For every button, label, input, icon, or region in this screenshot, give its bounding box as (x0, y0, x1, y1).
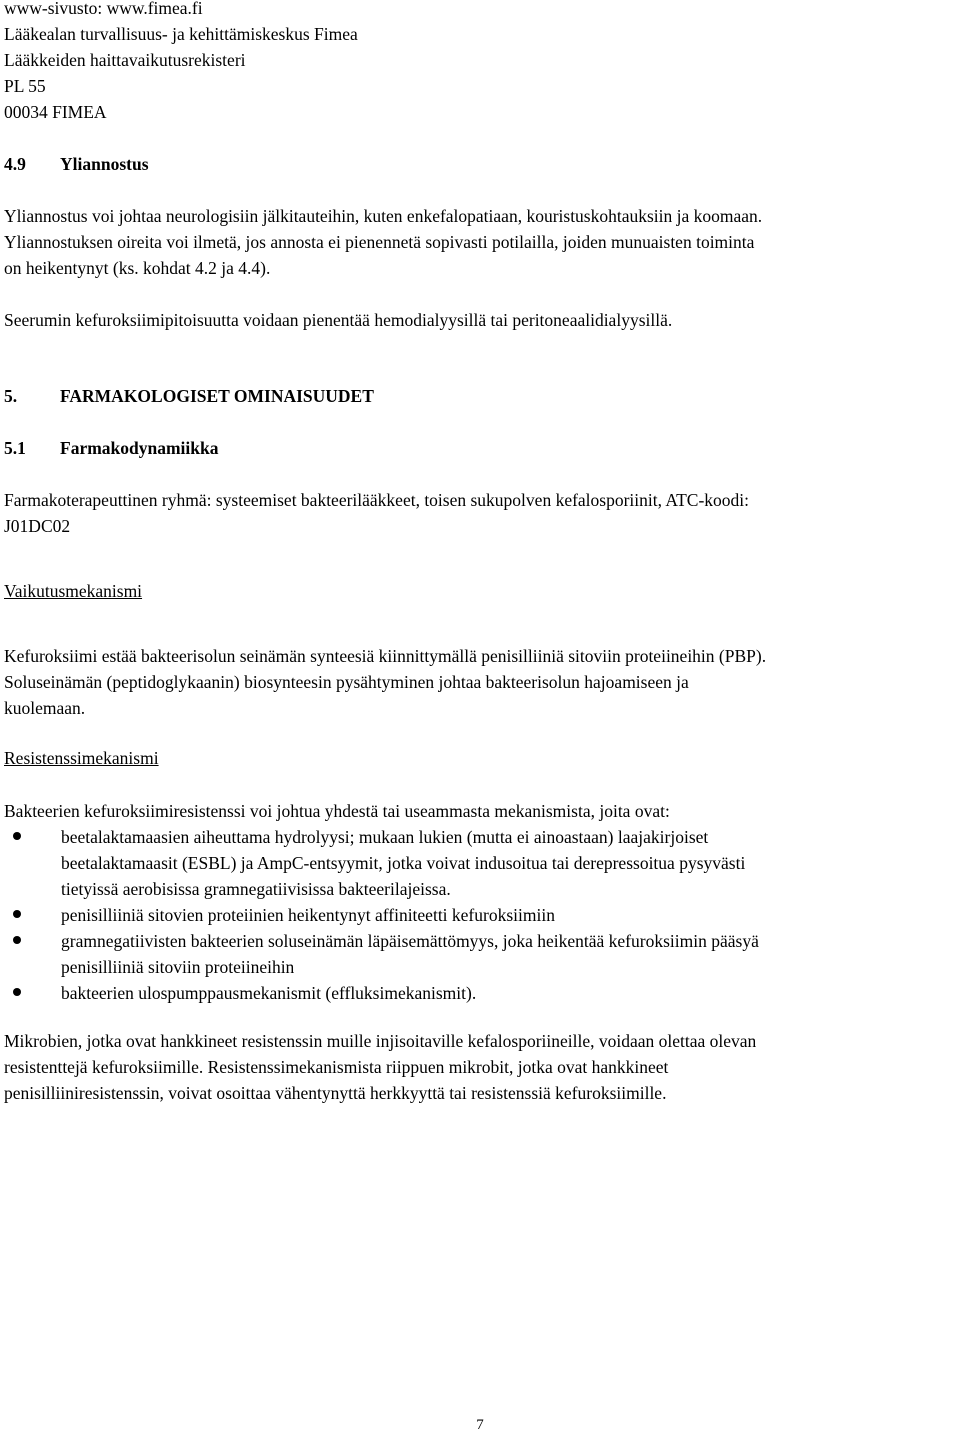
mechanism-paragraph-line: Soluseinämän (peptidoglykaanin) biosynteesin pysähtyminen johtaa bakteerisolun hajoamiseen ja (4, 672, 689, 692)
section-title: FARMAKOLOGISET OMINAISUUDET (60, 386, 374, 406)
resistance-subheading: Resistenssimekanismi (4, 748, 159, 768)
section-5-heading (4, 385, 374, 407)
section-4-9-heading (4, 153, 149, 175)
bullet-item-line: beetalaktamaasien aiheuttama hydrolyysi; mukaan lukien (mutta ei ainoastaan) laajakirjoiset (61, 827, 709, 847)
resistance-intro-line: Bakteerien kefuroksiimiresistenssi voi johtua yhdestä tai useammasta mekanismista, joita ovat: (4, 801, 670, 821)
therapeutic-group-line: Farmakoterapeuttinen ryhmä: systeemiset bakteerilääkkeet, toisen sukupolven kefalosporiinit, ATC-koodi: (4, 490, 750, 510)
bullet-item-line: penisilliiniä sitovien proteiinien heikentynyt affiniteetti kefuroksiimiin (61, 905, 555, 925)
bullet-item-line: beetalaktamaasit (ESBL) ja AmpC-entsyymit, jotka voivat indusoitua tai derepressoitua pysyvästi (61, 853, 746, 873)
closing-paragraph-line: penisilliiniresistenssin, voivat osoittaa vähentynyttä herkkyyttä tai resistenssiä kefuroksiimille. (4, 1083, 667, 1103)
overdose-paragraph-line: Yliannostuksen oireita voi ilmetä, jos annosta ei pienennetä sopivasti potilailla, joiden munuaisten toiminta (4, 232, 755, 252)
dialysis-paragraph-line: Seerumin kefuroksiimipitoisuutta voidaan pienentää hemodialyysillä tai peritoneaalidialyysillä. (4, 310, 673, 330)
bullet-icon (13, 910, 21, 918)
bullet-item-line: penisilliiniä sitoviin proteiineihin (61, 957, 295, 977)
section-number: 5.1 (4, 438, 26, 458)
overdose-paragraph-line: on heikentynyt (ks. kohdat 4.2 ja 4.4). (4, 258, 271, 278)
section-5-1-heading (4, 437, 219, 459)
agency-name-line: Lääkealan turvallisuus- ja kehittämiskeskus Fimea (4, 24, 358, 44)
bullet-item-line: gramnegatiivisten bakteerien soluseinämän läpäisemättömyys, joka heikentää kefuroksiimin pääsyä (61, 931, 759, 951)
closing-paragraph-line: resistenttejä kefuroksiimille. Resistenssimekanismista riippuen mikrobit, jotka ovat hankkineet (4, 1057, 669, 1077)
postal-code-line: 00034 FIMEA (4, 102, 107, 122)
section-number: 5. (4, 386, 18, 406)
website-line: www-sivusto: www.fimea.fi (4, 0, 203, 18)
page-number: 7 (476, 1417, 484, 1433)
registry-line: Lääkkeiden haittavaikutusrekisteri (4, 50, 246, 70)
mechanism-paragraph-line: kuolemaan. (4, 698, 86, 718)
mechanism-subheading: Vaikutusmekanismi (4, 581, 143, 601)
po-box-line: PL 55 (4, 76, 46, 96)
overdose-paragraph-line: Yliannostus voi johtaa neurologisiin jälkitauteihin, kuten enkefalopatiaan, kouristuskohtauksiin ja koomaan. (4, 206, 763, 226)
bullet-icon (13, 936, 21, 944)
section-number: 4.9 (4, 154, 26, 174)
section-title: Farmakodynamiikka (60, 438, 219, 458)
bullet-icon (13, 988, 21, 996)
closing-paragraph-line: Mikrobien, jotka ovat hankkineet resistenssin muille injisoitaville kefalosporiineille, voidaan olettaa olevan (4, 1031, 757, 1051)
mechanism-paragraph-line: Kefuroksiimi estää bakteerisolun seinämän synteesiä kiinnittymällä penisilliiniä sitoviin proteiineihin (PBP). (4, 646, 767, 666)
bullet-item-line: tietyissä aerobisissa gramnegatiivisissa bakteerilajeissa. (61, 879, 451, 899)
section-title: Yliannostus (60, 154, 149, 174)
atc-code-line: J01DC02 (4, 516, 71, 536)
bullet-item-line: bakteerien ulospumppausmekanismit (effluksimekanismit). (61, 983, 477, 1003)
bullet-icon (13, 832, 21, 840)
